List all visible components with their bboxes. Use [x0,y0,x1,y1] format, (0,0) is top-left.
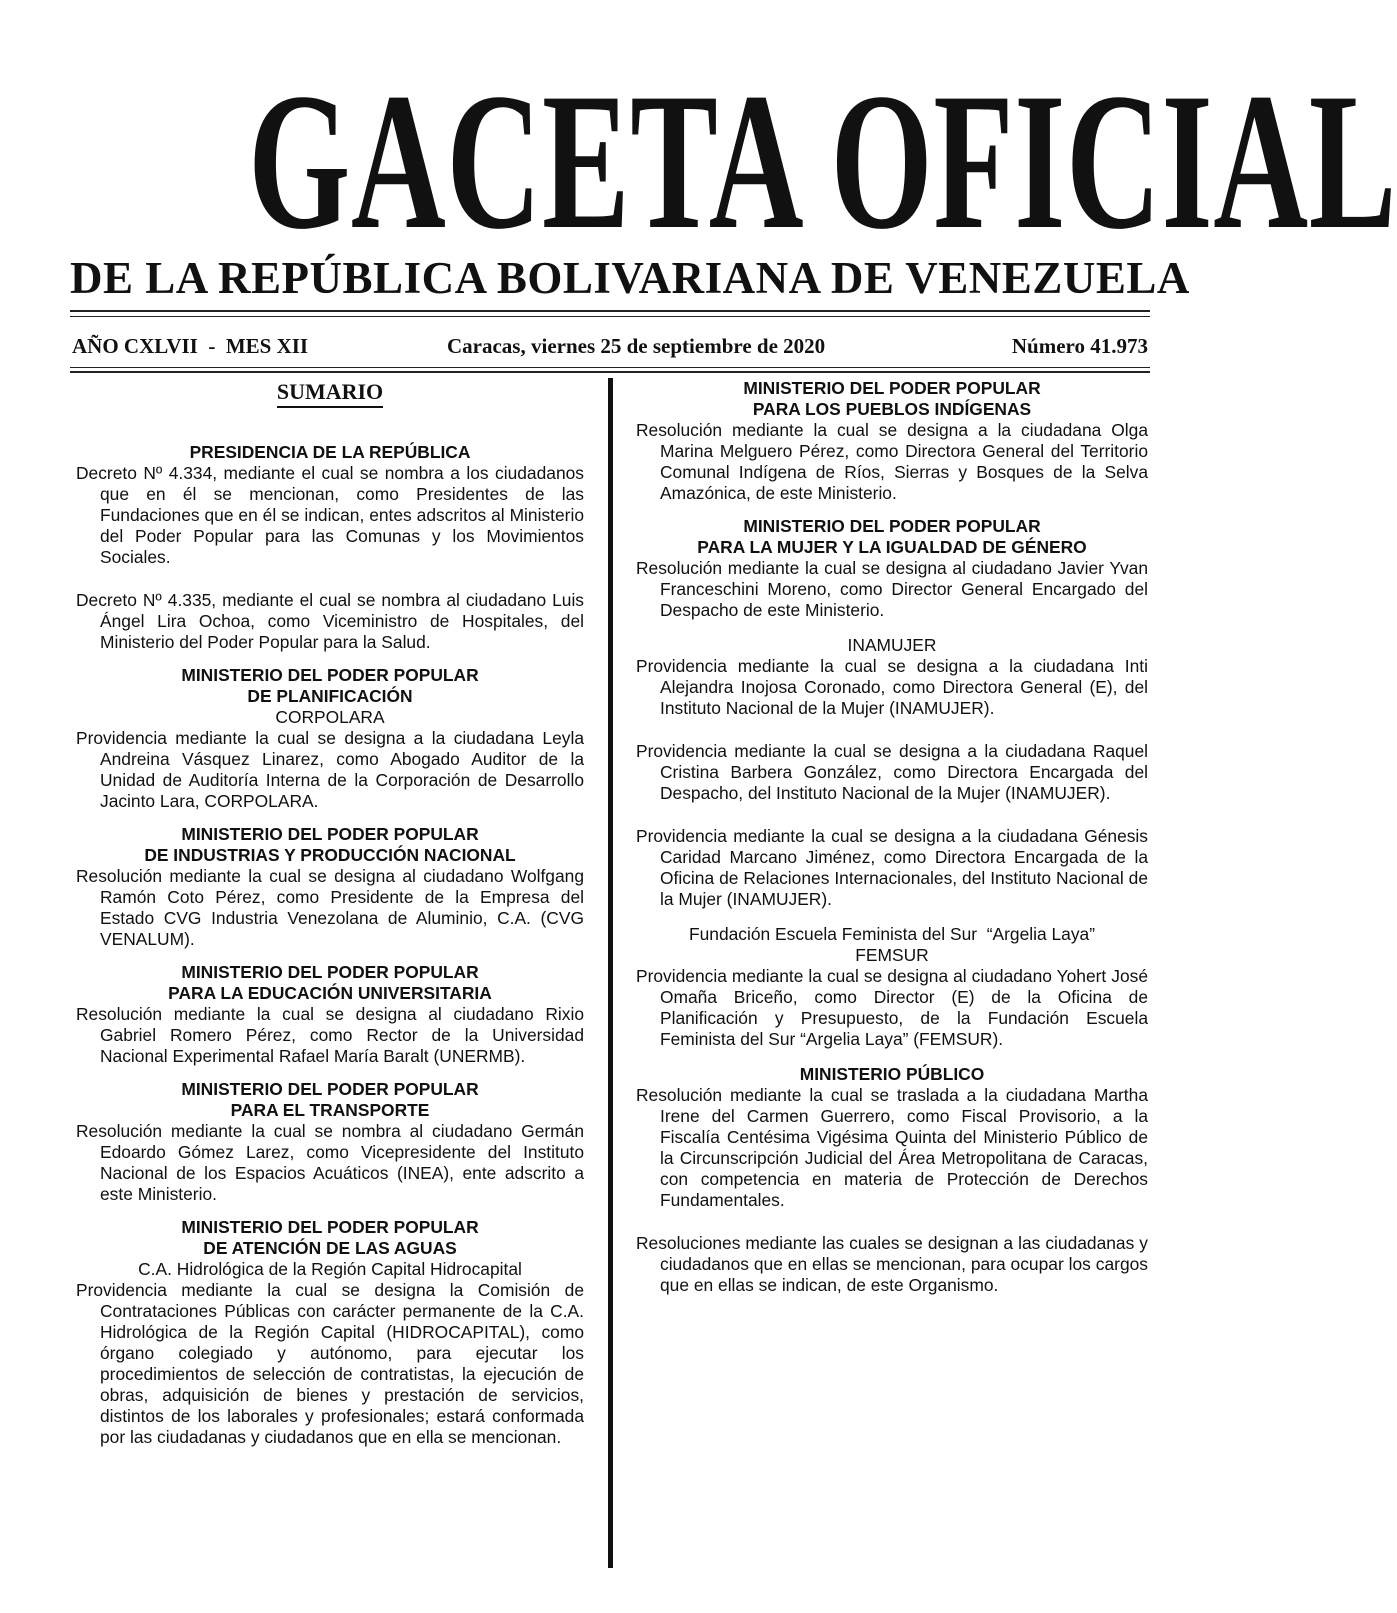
section-heading: MINISTERIO DEL PODER POPULAR [743,516,1041,536]
summary-entry: Providencia mediante la cual se designa a la ciudadana Raquel Cristina Barbera González, como Directora Encargada del Despacho, del Instituto Nacional de la Mujer (INAMUJER). [636,741,1148,803]
section-heading: DE PLANIFICACIÓN [247,686,413,706]
column-divider [608,378,613,1568]
summary-entry: Resoluciones mediante las cuales se designan a las ciudadanas y ciudadanos que en ellas se mencionan, para ocupar los cargos que en ellas se indican, de este Organismo. [636,1233,1148,1295]
section-subheading: C.A. Hidrológica de la Región Capital Hidrocapital [138,1259,522,1279]
summary-entry: Resolución mediante la cual se designa al ciudadano Javier Yvan Franceschini Moreno, como Director General Encargado del Despacho de este Ministerio. [636,558,1148,620]
issue-info-bar [72,330,1148,362]
summary-entry: Resolución mediante la cual se designa al ciudadano Wolfgang Ramón Coto Pérez, como Presidente de la Empresa del Estado CVG Industria Venezolana de Aluminio, C.A. (CVG VENALUM). [76,866,584,949]
summary-entry: Decreto Nº 4.334, mediante el cual se nombra a los ciudadanos que en él se mencionan, como Presidentes de las Fundaciones que en él se indican, entes adscritos al Ministerio del Poder Popular para las Comunas y los Movimientos Sociales. [76,463,584,567]
top-rule [70,310,1150,312]
summary-section [76,1079,584,1205]
summary-entry: Decreto Nº 4.335, mediante el cual se nombra al ciudadano Luis Ángel Lira Ochoa, como Viceministro de Hospitales, del Ministerio del Poder Popular para la Salud. [76,590,584,652]
gazette-subtitle: DE LA REPÚBLICA BOLIVARIANA DE VENEZUELA [70,253,1190,303]
summary-heading [76,378,584,406]
summary-section [636,378,1148,504]
section-subheading: CORPOLARA [275,707,385,727]
bottom-rule [70,371,1150,373]
top-rule-thin [70,316,1150,317]
summary-section [76,824,584,950]
section-heading: MINISTERIO DEL PODER POPULAR [181,665,479,685]
summary-left-column [76,378,584,1460]
section-heading: MINISTERIO DEL PODER POPULAR [181,824,479,844]
summary-entry: Providencia mediante la cual se designa la Comisión de Contrataciones Públicas con carácter permanente de la C.A. Hidrológica de la Región Capital (HIDROCAPITAL), como órgano colegiado y autónomo, para ejecutar los procedimientos de selección de contratistas, la ejecución de obras, adquisición de bienes y prestación de servicios, distintos de los laborales y profesionales; estará conformada por las ciudadanas y ciudadanos que en ella se mencionan. [76,1280,584,1447]
section-heading: DE ATENCIÓN DE LAS AGUAS [203,1238,457,1258]
section-heading: PRESIDENCIA DE LA REPÚBLICA [189,442,471,462]
summary-entry: Providencia mediante la cual se designa a la ciudadana Inti Alejandra Inojosa Coronado, como Directora General (E), del Instituto Nacional de la Mujer (INAMUJER). [636,656,1148,718]
summary-heading-text: SUMARIO [277,379,383,408]
summary-entry: Resolución mediante la cual se traslada a la ciudadana Martha Irene del Carmen Guerrero, como Fiscal Provisorio, a la Fiscalía Centésima Vigésima Quinta del Ministerio Público de la Circunscripción Judicial del Área Metropolitana de Caracas, con competencia en materia de Protección de Derechos Fundamentales. [636,1085,1148,1210]
section-heading: MINISTERIO DEL PODER POPULAR [181,1217,479,1237]
summary-entry: Resolución mediante la cual se designa a la ciudadana Olga Marina Melguero Pérez, como Directora General del Territorio Comunal Indígena de Ríos, Sierras y Bosques de la Selva Amazónica, de este Ministerio. [636,420,1148,503]
summary-entry: Providencia mediante la cual se designa al ciudadano Yohert José Omaña Briceño, como Director (E) de la Oficina de Planificación y Presupuesto, de la Fundación Escuela Feminista del Sur “Argelia Laya” (FEMSUR). [636,966,1148,1049]
bottom-rule-thin [70,367,1150,368]
issue-number: Número 41.973 [1011,334,1148,358]
section-heading: MINISTERIO DEL PODER POPULAR [181,962,479,982]
issue-year-month: AÑO CXLVII - MES XII [72,334,309,358]
gazette-title: GACETA OFICIAL [248,53,1397,270]
section-heading: PARA LA EDUCACIÓN UNIVERSITARIA [168,983,492,1003]
summary-section [636,516,1148,621]
section-subheading: FEMSUR [855,945,929,965]
summary-section [636,924,1148,1050]
section-heading: PARA LOS PUEBLOS INDÍGENAS [752,399,1032,419]
summary-entry: Providencia mediante la cual se designa a la ciudadana Génesis Caridad Marcano Jiménez, como Directora Encargada de la Oficina de Relaciones Internacionales, del Instituto Nacional de la Mujer (INAMUJER). [636,826,1148,909]
section-subheading: INAMUJER [847,635,937,655]
summary-section [636,1064,1148,1296]
section-heading: MINISTERIO PÚBLICO [799,1064,985,1084]
summary-entry: Resolución mediante la cual se nombra al ciudadano Germán Edoardo Gómez Larez, como Vicepresidente del Instituto Nacional de los Espacios Acuáticos (INEA), ente adscrito a este Ministerio. [76,1121,584,1204]
summary-section [76,665,584,812]
section-heading: PARA LA MUJER Y LA IGUALDAD DE GÉNERO [697,537,1087,557]
section-heading: PARA EL TRANSPORTE [230,1100,430,1120]
summary-entry: Providencia mediante la cual se designa a la ciudadana Leyla Andreina Vásquez Linarez, como Abogado Auditor de la Unidad de Auditoría Interna de la Corporación de Desarrollo Jacinto Lara, CORPOLARA. [76,728,584,811]
summary-right-column [636,378,1148,1308]
section-subheading: Fundación Escuela Feminista del Sur “Argelia Laya” [689,924,1095,944]
summary-entry: Resolución mediante la cual se designa al ciudadano Rixio Gabriel Romero Pérez, como Rector de la Universidad Nacional Experimental Rafael María Baralt (UNERMB). [76,1004,584,1066]
section-heading: MINISTERIO DEL PODER POPULAR [743,378,1041,398]
section-heading: DE INDUSTRIAS Y PRODUCCIÓN NACIONAL [144,845,516,865]
summary-section [76,962,584,1067]
summary-section [636,635,1148,910]
summary-section [76,442,584,653]
summary-section [76,1217,584,1448]
issue-place-date: Caracas, viernes 25 de septiembre de 2020 [447,334,826,358]
section-heading: MINISTERIO DEL PODER POPULAR [181,1079,479,1099]
